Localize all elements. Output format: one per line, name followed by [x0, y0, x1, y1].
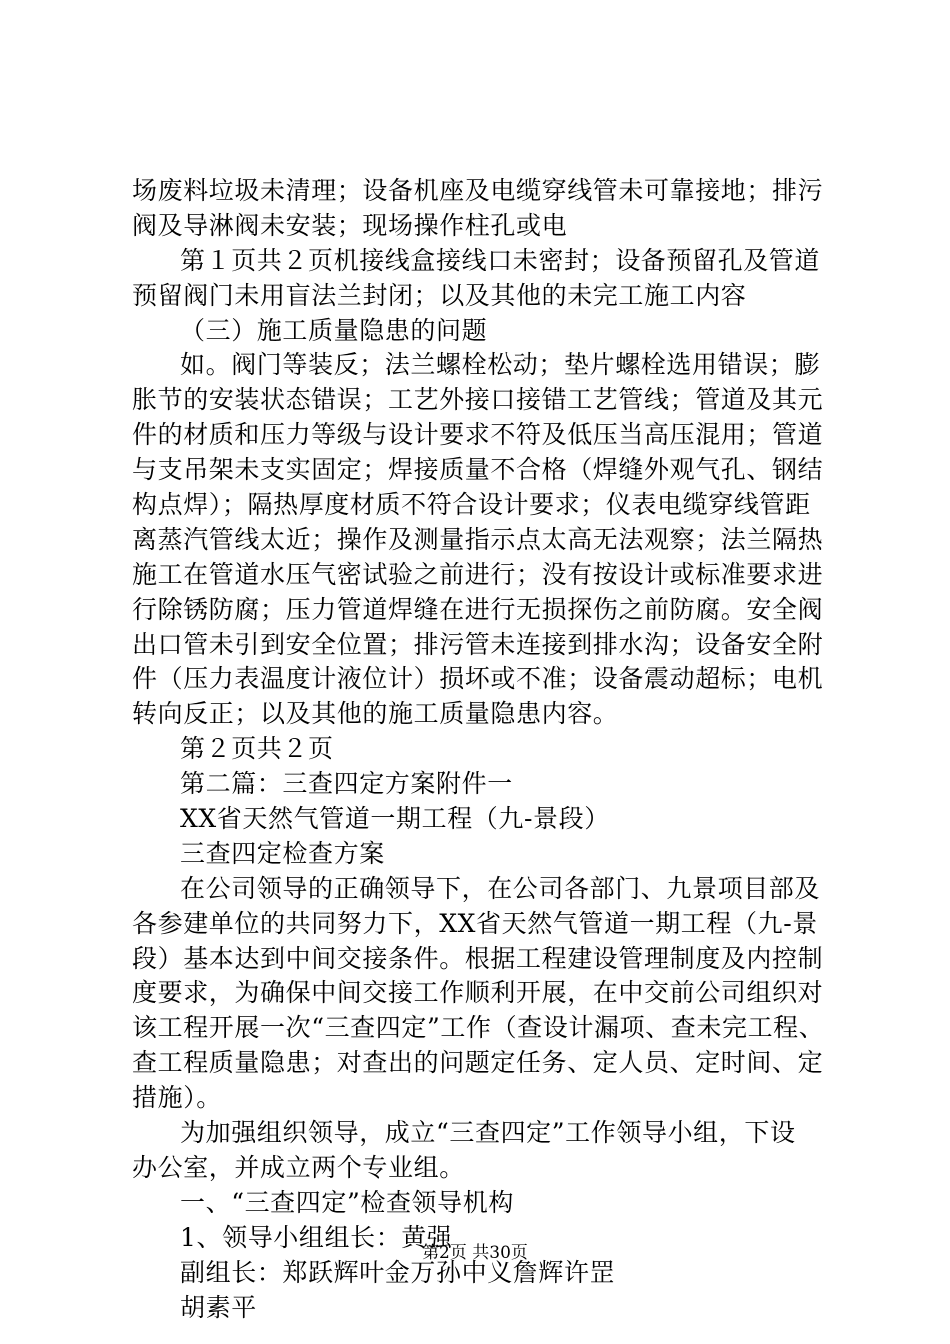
- text-line: 出口管未引到安全位置；排污管未连接到排水沟；设备安全附: [132, 629, 824, 659]
- text-line: 构点焊）；隔热厚度材质不符合设计要求；仪表电缆穿线管距: [132, 490, 811, 520]
- text-line: 三查四定检查方案: [180, 838, 385, 868]
- page-footer: 第2页 共30页: [422, 1243, 528, 1263]
- text-line: 1、领导小组组长：黄强: [180, 1222, 453, 1252]
- text-line: 度要求，为确保中间交接工作顺利开展，在中交前公司组织对: [132, 978, 824, 1008]
- text-line: 胡素平: [180, 1292, 257, 1322]
- text-line: 为加强组织领导，成立“三查四定”工作领导小组，下设: [180, 1118, 796, 1148]
- text-line: 场废料垃圾未清理；设备机座及电缆穿线管未可靠接地；排污: [132, 176, 824, 205]
- text-line: 件的材质和压力等级与设计要求不符及低压当高压混用；管道: [132, 420, 824, 450]
- text-line: 与支吊架未支实固定；焊接质量不合格（焊缝外观气孔、钢结: [132, 455, 824, 485]
- document-body: [132, 174, 842, 1325]
- text-line: 转向反正；以及其他的施工质量隐患内容。: [132, 699, 619, 729]
- text-line: 副组长：郑跃辉叶金万孙中义詹辉许罡: [180, 1257, 616, 1287]
- text-line: 办公室，并成立两个专业组。: [132, 1152, 465, 1182]
- text-line: 措施）。: [132, 1083, 222, 1113]
- text-line: 胀节的安装状态错误；工艺外接口接错工艺管线；管道及其元: [132, 385, 824, 415]
- text-line: 件（压力表温度计液位计）损坏或不准；设备震动超标；电机: [132, 664, 824, 694]
- text-line: 离蒸汽管线太近；操作及测量指示点太高无法观察；法兰隔热: [132, 524, 824, 554]
- text-line: 在公司领导的正确领导下，在公司各部门、九景项目部及: [180, 873, 821, 903]
- text-line: 第１页共２页机接线盒接线口未密封；设备预留孔及管道: [180, 245, 821, 275]
- text-line: 查工程质量隐患；对查出的问题定任务、定人员、定时间、定: [132, 1048, 824, 1078]
- text-line: 该工程开展一次“三查四定”工作（查设计漏项、查未完工程、: [132, 1013, 825, 1043]
- text-line: XX省天然气管道一期工程（九-景段）: [180, 804, 610, 834]
- text-line: 一、“三查四定”检查领导机构: [180, 1187, 514, 1217]
- text-line: 行除锈防腐；压力管道焊缝在进行无损探伤之前防腐。安全阀: [132, 594, 824, 624]
- text-line: 如。阀门等装反；法兰螺栓松动；垫片螺栓选用错误；膨: [180, 350, 821, 380]
- text-line: 段）基本达到中间交接条件。根据工程建设管理制度及内控制: [132, 943, 824, 973]
- text-line: 阀及导淋阀未安装；现场操作柱孔或电: [132, 210, 568, 240]
- text-line: 施工在管道水压气密试验之前进行；没有按设计或标准要求进: [132, 559, 824, 589]
- text-line: 预留阀门未用盲法兰封闭；以及其他的未完工施工内容: [132, 280, 747, 310]
- text-line: 第二篇：三查四定方案附件一: [180, 769, 513, 799]
- text-line: 各参建单位的共同努力下，XX省天然气管道一期工程（九-景: [132, 908, 818, 938]
- text-line: （三）施工质量隐患的问题: [180, 315, 488, 345]
- text-line: 第２页共２页: [180, 734, 334, 764]
